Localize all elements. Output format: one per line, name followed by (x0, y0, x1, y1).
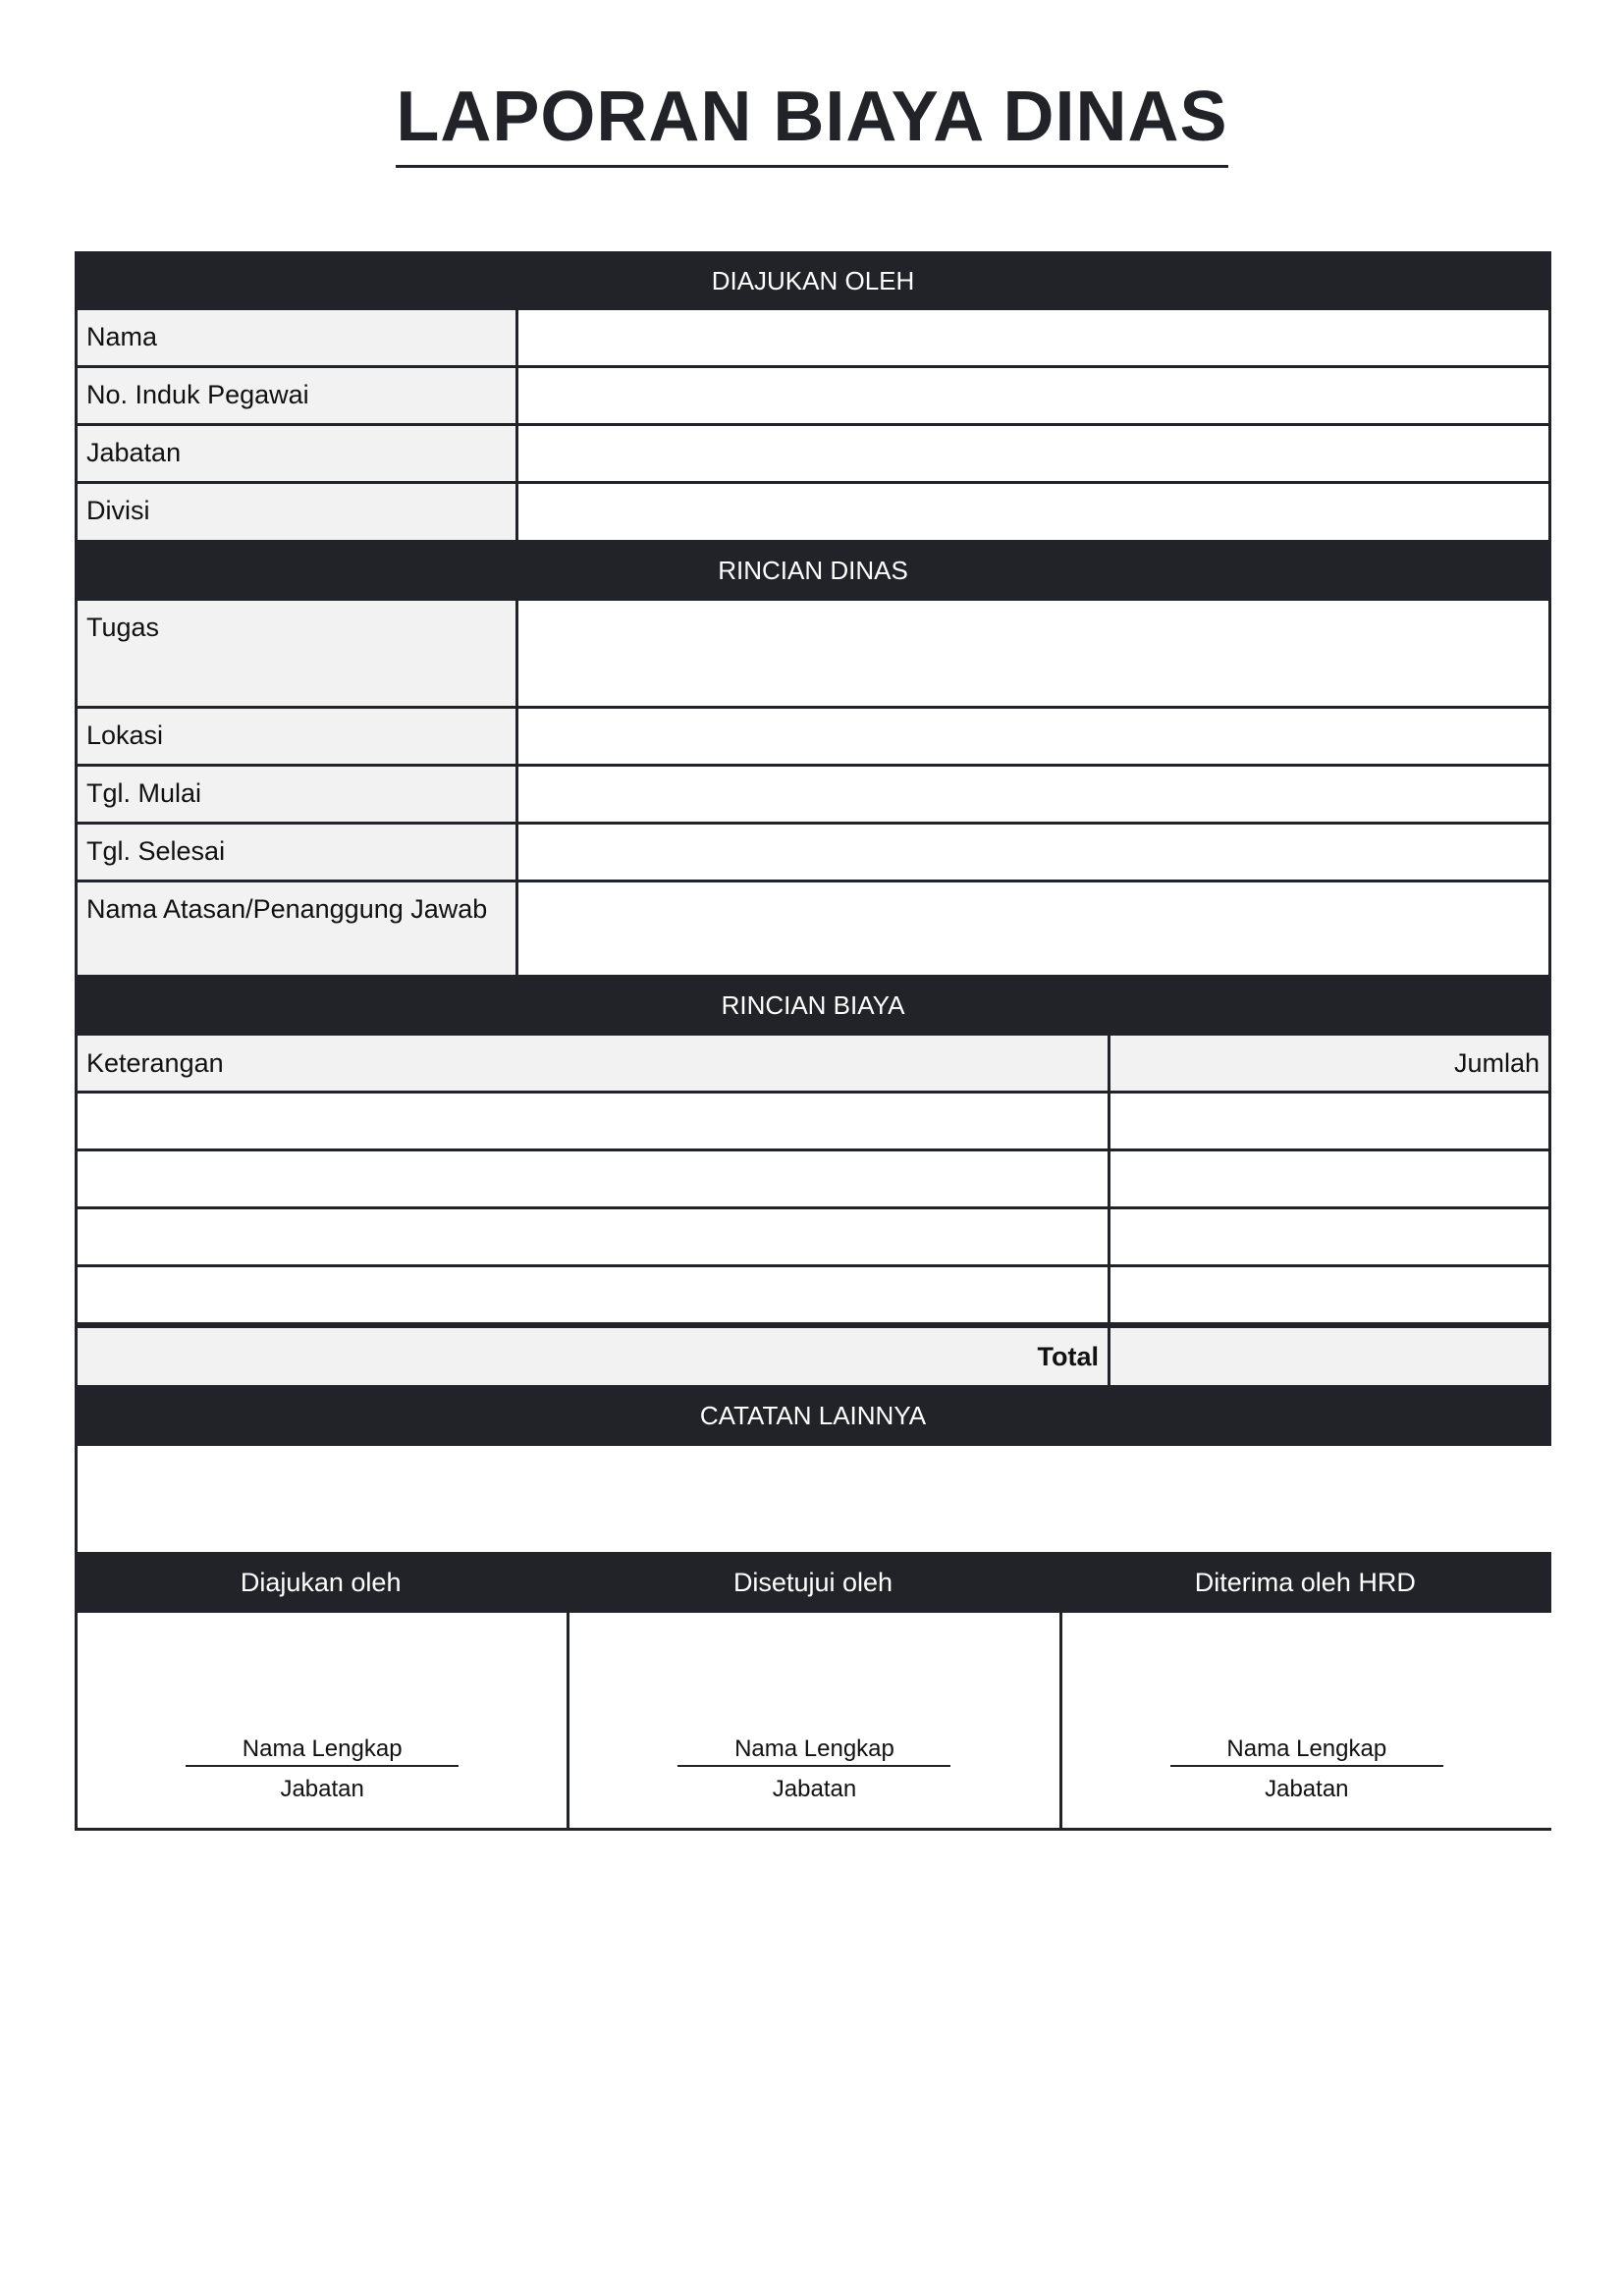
signature-header-hrd: Diterima oleh HRD (1194, 1567, 1416, 1597)
signature-box-hrd[interactable] (1062, 1613, 1551, 1828)
field-input-divisi[interactable] (518, 484, 1548, 540)
field-row-atasan (75, 882, 1551, 975)
field-row-tugas (75, 601, 1551, 709)
field-label: Divisi (78, 484, 518, 540)
field-input-tgl-mulai[interactable] (518, 767, 1548, 825)
field-row-nip (75, 368, 1551, 426)
field-input-nip[interactable] (518, 368, 1548, 426)
signature-header-approved: Disetujui oleh (732, 1567, 893, 1597)
field-label: Tugas (78, 601, 518, 709)
signature-full-name: Nama Lengkap (1170, 1735, 1443, 1767)
total-label: Total (78, 1328, 1110, 1385)
cost-amount-input[interactable] (1110, 1209, 1548, 1267)
field-row-divisi (75, 484, 1551, 540)
section-header-notes: CATATAN LAINNYA (75, 1385, 1551, 1446)
signature-position: Jabatan (772, 1776, 857, 1802)
field-input-atasan[interactable] (518, 882, 1548, 975)
signature-full-name: Nama Lengkap (186, 1735, 459, 1767)
signature-box-submitted[interactable] (78, 1613, 569, 1828)
cost-description-input[interactable] (78, 1267, 1110, 1325)
field-input-jabatan[interactable] (518, 426, 1548, 484)
cost-amount-input[interactable] (1110, 1094, 1548, 1151)
field-row-jabatan (75, 426, 1551, 484)
cost-amount-input[interactable] (1110, 1267, 1548, 1325)
signature-row (75, 1613, 1551, 1831)
field-row-tgl-mulai (75, 767, 1551, 825)
field-label: Tgl. Selesai (78, 825, 518, 882)
field-input-lokasi[interactable] (518, 709, 1548, 767)
field-label: No. Induk Pegawai (78, 368, 518, 426)
total-amount-input[interactable] (1110, 1328, 1548, 1385)
col-header-amount: Jumlah (1110, 1036, 1548, 1094)
cost-row (75, 1094, 1551, 1151)
document-title: LAPORAN BIAYA DINAS (396, 80, 1227, 168)
field-label: Nama Atasan/Penanggung Jawab (78, 882, 518, 975)
section-header-trip-details: RINCIAN DINAS (75, 540, 1551, 601)
col-header-description: Keterangan (78, 1036, 1110, 1094)
field-input-nama[interactable] (518, 310, 1548, 368)
field-input-tgl-selesai[interactable] (518, 825, 1548, 882)
cost-description-input[interactable] (78, 1094, 1110, 1151)
field-row-lokasi (75, 709, 1551, 767)
signature-position: Jabatan (1265, 1776, 1349, 1802)
signature-header-row (75, 1552, 1551, 1613)
cost-description-input[interactable] (78, 1151, 1110, 1209)
section-header-submitted-by: DIAJUKAN OLEH (75, 251, 1551, 310)
cost-row (75, 1209, 1551, 1267)
cost-table-header (75, 1036, 1551, 1094)
field-label: Tgl. Mulai (78, 767, 518, 825)
field-row-nama (75, 310, 1551, 368)
section-header-cost-details: RINCIAN BIAYA (75, 975, 1551, 1036)
field-row-tgl-selesai (75, 825, 1551, 882)
notes-input[interactable] (75, 1446, 1551, 1552)
signature-box-approved[interactable] (569, 1613, 1061, 1828)
expense-report-form (75, 251, 1551, 1831)
field-label: Lokasi (78, 709, 518, 767)
signature-position: Jabatan (280, 1776, 364, 1802)
cost-total-row (75, 1328, 1551, 1385)
field-label: Nama (78, 310, 518, 368)
field-input-tugas[interactable] (518, 601, 1548, 709)
cost-row (75, 1267, 1551, 1328)
cost-amount-input[interactable] (1110, 1151, 1548, 1209)
cost-row (75, 1151, 1551, 1209)
field-label: Jabatan (78, 426, 518, 484)
document-title-wrap (0, 80, 1624, 168)
cost-description-input[interactable] (78, 1209, 1110, 1267)
signature-header-submitted: Diajukan oleh (240, 1567, 402, 1597)
signature-full-name: Nama Lengkap (677, 1735, 950, 1767)
